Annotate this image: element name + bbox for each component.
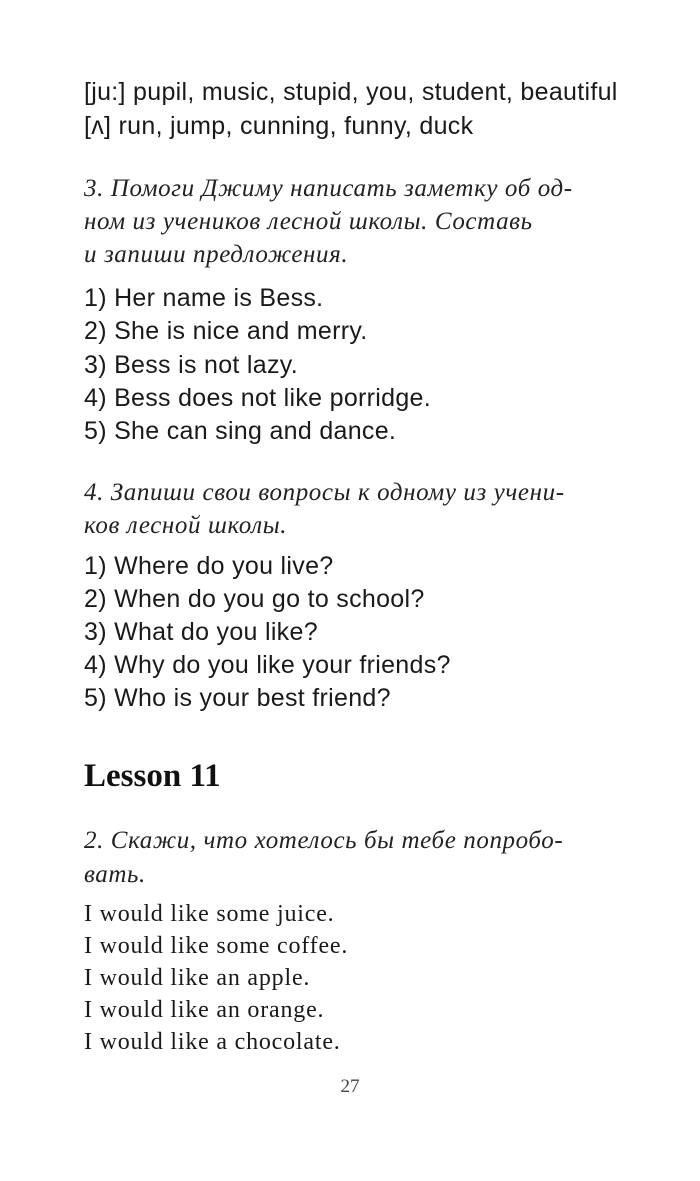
- task3-instruction-line-3: и запиши предложения.: [84, 241, 349, 268]
- task2-instruction-line-1: 2. Скажи, что хотелось бы тебе попробо-: [84, 827, 564, 854]
- task3-answer-3: 3) Bess is not lazy.: [84, 351, 298, 379]
- task4-instruction-line-1: 4. Запиши свои вопросы к одному из учени-: [84, 479, 565, 506]
- task3-answer-5: 5) She can sing and dance.: [84, 417, 397, 445]
- task3-instruction-line-2: ном из учеников лесной школы. Составь: [84, 208, 533, 235]
- phonetics-v-line: [ʌ] run, jump, cunning, funny, duck: [84, 112, 474, 140]
- lesson-heading: Lesson 11: [84, 758, 221, 794]
- task2-answer-5: I would like a chocolate.: [84, 1029, 341, 1055]
- task3-answer-1: 1) Her name is Bess.: [84, 284, 324, 312]
- task4-answer-4: 4) Why do you like your friends?: [84, 651, 451, 679]
- task3-answer-4: 4) Bess does not like porridge.: [84, 384, 431, 412]
- task4-answer-5: 5) Who is your best friend?: [84, 684, 391, 712]
- task4-answer-2: 2) When do you go to school?: [84, 585, 425, 613]
- page-number: 27: [340, 1076, 360, 1097]
- task4-answer-3: 3) What do you like?: [84, 618, 318, 646]
- task2-answer-2: I would like some coffee.: [84, 933, 349, 959]
- task2-answer-4: I would like an orange.: [84, 997, 325, 1023]
- task2-answer-1: I would like some juice.: [84, 901, 335, 927]
- task2-answer-3: I would like an apple.: [84, 965, 311, 991]
- task4-instruction-line-2: ков лесной школы.: [84, 512, 288, 539]
- phonetics-ju-line: [ju:] pupil, music, stupid, you, student, beautiful: [84, 78, 618, 106]
- task2-instruction-line-2: вать.: [84, 861, 146, 888]
- task4-answer-1: 1) Where do you live?: [84, 552, 334, 580]
- task3-instruction-line-1: 3. Помоги Джиму написать заметку об од-: [84, 175, 573, 202]
- task3-answer-2: 2) She is nice and merry.: [84, 317, 368, 345]
